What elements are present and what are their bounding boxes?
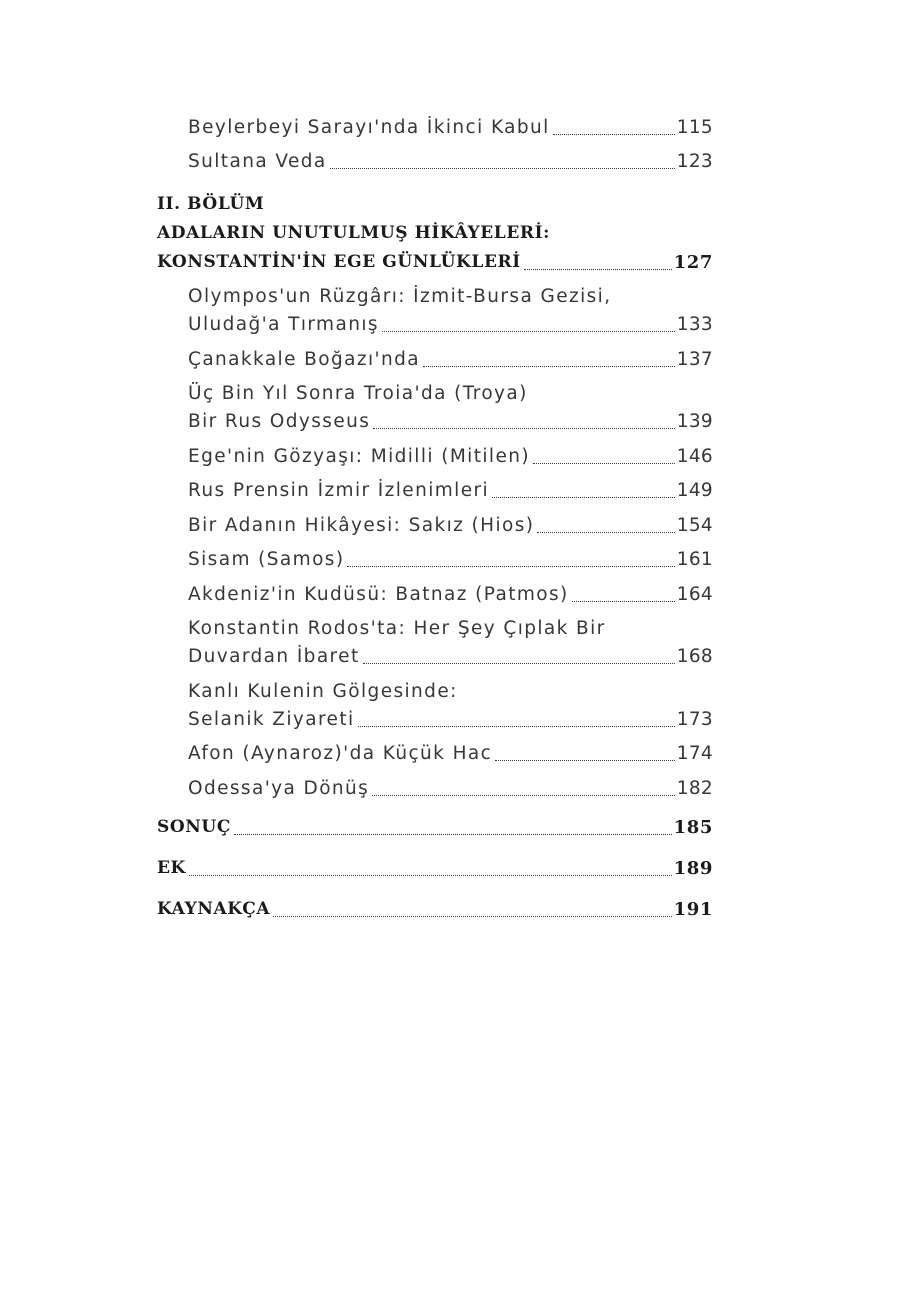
toc-entry-page: 137	[676, 348, 713, 370]
toc-entry-page: 154	[676, 514, 713, 536]
section-number: II. BÖLÜM	[157, 194, 265, 214]
toc-entry[interactable]	[157, 512, 713, 540]
dot-leader	[234, 834, 672, 835]
toc-entry-page: 185	[673, 816, 713, 838]
toc-entry-title: Olympos'un Rüzgârı: İzmit-Bursa Gezisi,	[188, 286, 612, 307]
section-page: 127	[673, 252, 713, 273]
dot-leader	[363, 663, 675, 664]
toc-entry[interactable]	[157, 775, 713, 803]
toc-entry-title: Konstantin Rodos'ta: Her Şey Çıplak Bir	[188, 618, 606, 639]
dot-leader	[423, 366, 675, 367]
dot-leader	[524, 269, 672, 270]
dot-leader	[537, 532, 674, 533]
toc-entry[interactable]	[157, 615, 713, 671]
toc-entry-page: 191	[673, 898, 713, 920]
toc-entry-last-line	[188, 706, 713, 734]
toc-entry[interactable]	[157, 114, 713, 142]
toc-entry-title: Ege'nin Gözyaşı: Midilli (Mitilen)	[188, 445, 530, 467]
toc-entry-title: Selanik Ziyareti	[188, 708, 355, 730]
dot-leader	[373, 428, 675, 429]
toc-entry[interactable]	[157, 477, 713, 505]
toc-main-entry[interactable]	[157, 813, 713, 842]
toc-entry-page: 149	[676, 480, 713, 501]
toc-entry-page: 168	[676, 646, 713, 667]
dot-leader	[358, 726, 675, 727]
toc-entry-title: Afon (Aynaroz)'da Küçük Hac	[188, 743, 493, 764]
toc-entry[interactable]	[157, 346, 713, 374]
dot-leader	[189, 875, 672, 876]
toc-entry-title: Bir Adanın Hikâyesi: Sakız (Hios)	[188, 514, 535, 536]
toc-entry[interactable]	[157, 678, 713, 734]
toc-entry-page: 189	[673, 857, 713, 879]
toc-entry-page: 139	[676, 411, 713, 432]
toc-entry-title: KAYNAKÇA	[157, 898, 271, 919]
dot-leader	[347, 566, 674, 567]
toc-entry-title: Odessa'ya Dönüş	[188, 777, 370, 799]
toc-entry-page: 146	[676, 445, 713, 467]
toc-entry-page: 161	[676, 549, 713, 570]
toc-entry-last-line	[188, 643, 713, 671]
toc-entry-title: Duvardan İbaret	[188, 646, 360, 667]
toc-entry-title: Uludağ'a Tırmanış	[188, 314, 379, 335]
dot-leader	[572, 601, 675, 602]
dot-leader	[330, 168, 675, 169]
toc-entry-last-line	[188, 311, 713, 339]
toc-entry-title: Sultana Veda	[188, 151, 327, 172]
toc-entry[interactable]	[157, 380, 713, 436]
toc-entry-page: 173	[676, 708, 713, 730]
dot-leader	[273, 916, 671, 917]
toc-entry-title: Akdeniz'in Kudüsü: Batnaz (Patmos)	[188, 583, 569, 605]
toc-entry[interactable]	[157, 283, 713, 339]
toc-entry[interactable]	[157, 546, 713, 574]
toc-entry-page: 174	[676, 743, 713, 764]
toc-entry-title: Kanlı Kulenin Gölgesinde:	[188, 680, 458, 702]
toc-entry-page: 123	[676, 151, 713, 172]
dot-leader	[533, 463, 675, 464]
toc-entry[interactable]	[157, 443, 713, 471]
dot-leader	[495, 760, 675, 761]
toc-entry-page: 133	[676, 314, 713, 335]
section-title-line: KONSTANTİN'İN EGE GÜNLÜKLERİ	[157, 252, 521, 272]
section-title-line: ADALARIN UNUTULMUŞ HİKÂYELERİ:	[157, 223, 551, 243]
toc-main-entry[interactable]	[157, 854, 713, 883]
table-of-contents	[157, 114, 713, 936]
toc-entry-title: Beylerbeyi Sarayı'nda İkinci Kabul	[188, 117, 550, 138]
toc-entry[interactable]	[157, 148, 713, 176]
toc-main-entry[interactable]	[157, 895, 713, 924]
toc-entry-last-line	[188, 408, 713, 436]
dot-leader	[382, 331, 675, 332]
toc-entry-title: Üç Bin Yıl Sonra Troia'da (Troya)	[188, 383, 528, 404]
section-title-row	[157, 248, 713, 277]
section-heading[interactable]	[157, 190, 713, 277]
toc-entry-title: Sisam (Samos)	[188, 549, 345, 570]
toc-entry-title: EK	[157, 857, 186, 878]
toc-entry-page: 164	[676, 583, 713, 605]
toc-entry-title: Çanakkale Boğazı'nda	[188, 348, 420, 370]
toc-entry[interactable]	[157, 740, 713, 768]
toc-entry-page: 115	[676, 117, 713, 138]
dot-leader	[492, 497, 675, 498]
toc-entry[interactable]	[157, 581, 713, 609]
toc-entry-title: SONUÇ	[157, 816, 231, 837]
toc-entry-title: Bir Rus Odysseus	[188, 411, 371, 432]
toc-entry-title: Rus Prensin İzmir İzlenimleri	[188, 480, 490, 501]
toc-entry-page: 182	[676, 777, 713, 799]
dot-leader	[372, 795, 675, 796]
dot-leader	[553, 134, 675, 135]
